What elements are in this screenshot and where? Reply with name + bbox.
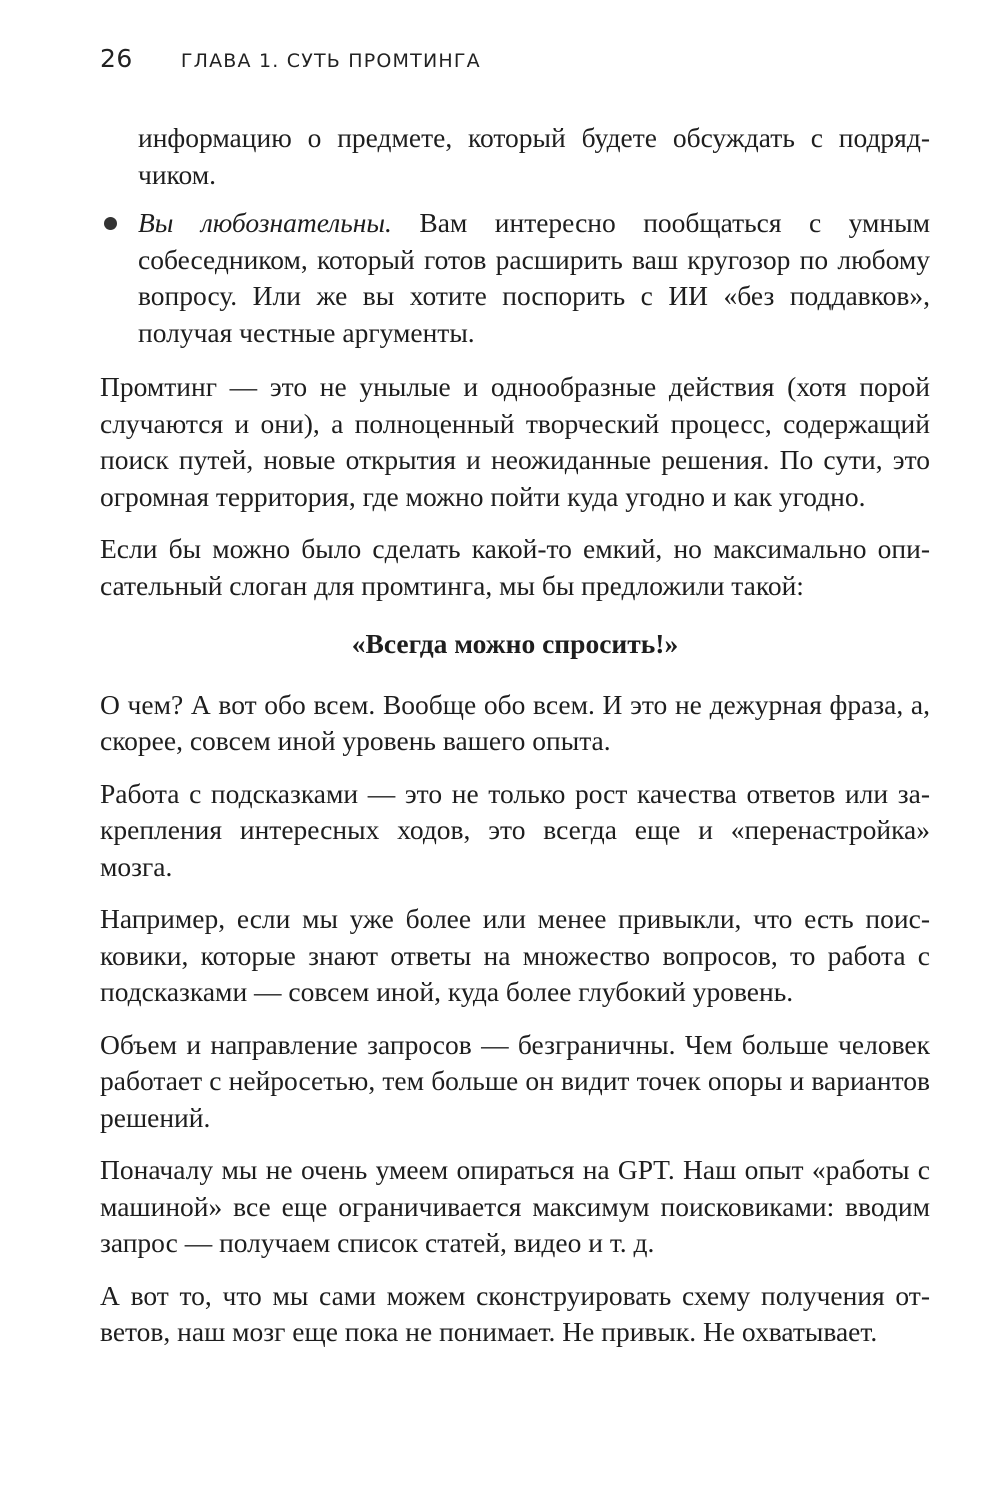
chapter-title: ГЛАВА 1. СУТЬ ПРОМТИНГА [180, 50, 481, 72]
bullet-icon [104, 217, 117, 230]
slogan: «Всегда можно спросить!» [351, 628, 679, 659]
paragraph-5: Например, если мы уже более или менее привыкли, что есть поисковики, которые знают ответы на множество вопросов, то работа с подсказками — совсем иной, куда более глубокий уровень. [100, 903, 930, 1007]
paragraph-1: Промтинг — это не унылые и однообразные действия (хотя порой случаются и они), а полноценный творческий процесс, содержащий поиск путей, новые открытия и неожиданные решения. По сути, это огромная территория, где можно пойти куда угодно и как угодно. [100, 371, 930, 512]
paragraph-7: Поначалу мы не очень умеем опираться на GPT. Наш опыт «работы с машиной» все еще ограничивается максимум поисковиками: вводим запрос — получаем список статей, видео и т. д. [100, 1154, 930, 1258]
page-number: 26 [100, 44, 133, 73]
running-header [100, 44, 481, 73]
continuation-paragraph: информацию о предмете, который будете обсуждать с подрядчиком. [138, 122, 930, 190]
paragraph-2: Если бы можно было сделать какой-то емкий, но максимально описательный слоган для промтинга, мы бы предложили такой: [100, 533, 930, 601]
bullet-text: Вам интересно пообщаться с умным собеседником, который готов расширить ваш кругозор по любому вопросу. Или же вы хотите поспорить с ИИ «без поддавков», получая честные аргументы. [138, 207, 930, 348]
paragraph-6: Объем и направление запросов — безграничны. Чем больше человек работает с нейросетью, тем больше он видит точек опоры и вариантов решений. [100, 1028, 930, 1133]
page-body [100, 120, 930, 1367]
bullet-list-item [138, 205, 930, 351]
paragraph-8: А вот то, что мы сами можем сконструировать схему получения ответов, наш мозг еще пока не понимает. Не привык. Не охватывает. [100, 1279, 930, 1347]
bullet-lead: Вы любознательны. [138, 207, 392, 238]
paragraph-3: О чем? А вот обо всем. Вообще обо всем. И это не дежурная фраза, а, скорее, совсем иной уровень вашего опыта. [100, 688, 930, 756]
paragraph-4: Работа с подсказками — это не только рост качества ответов или закрепления интересных ходов, это всегда еще и «перенастройка» мозга. [100, 777, 930, 882]
